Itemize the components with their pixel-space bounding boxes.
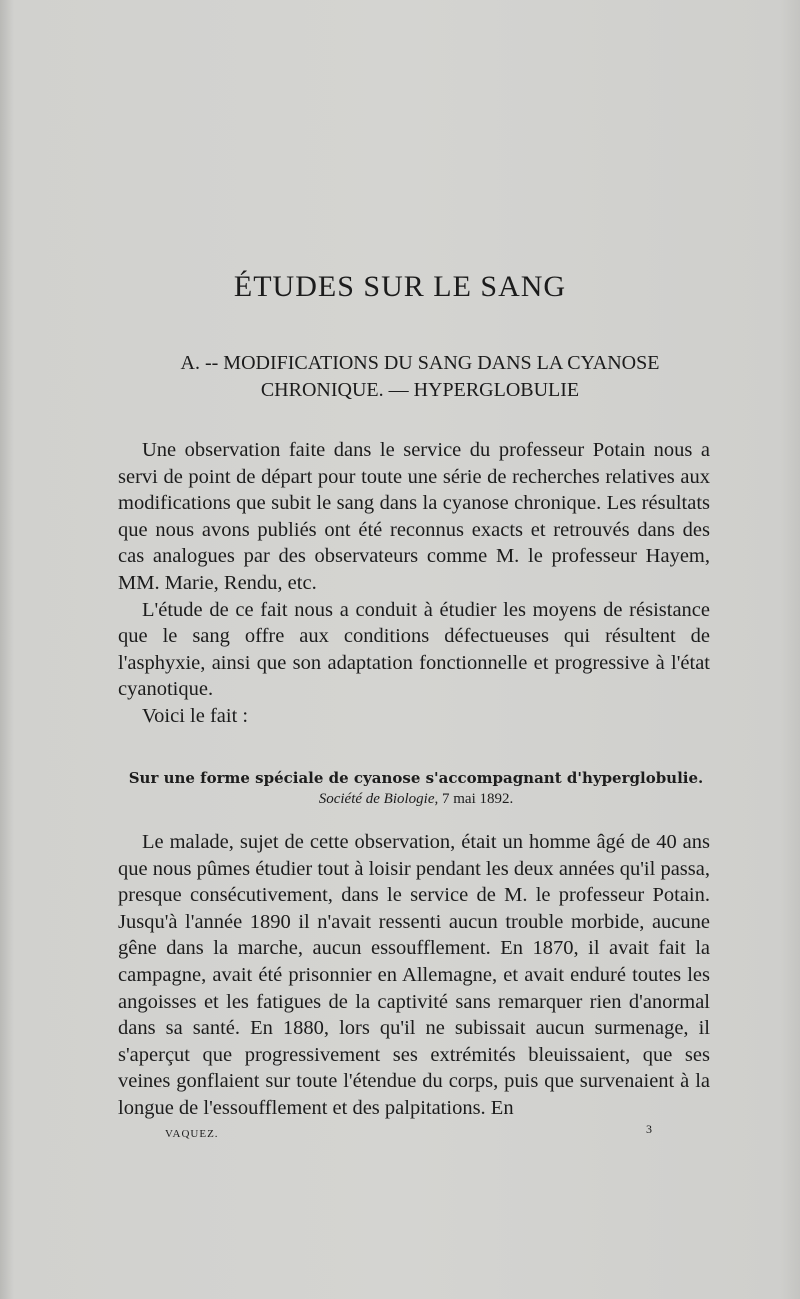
reference-date: 7 mai 1892. bbox=[442, 791, 514, 807]
intro-paragraph-2: L'étude de ce fait nous a conduit à étudier les moyens de résistance que le sang offre aux conditions défectueuses qui résultent de l'asphyxie, ainsi que son adaptation fonctionnelle et progressive à l'état cyanotique. bbox=[118, 598, 710, 701]
footer-signature: 3 bbox=[646, 1122, 652, 1136]
case-paragraph: Le malade, sujet de cette observation, était un homme âgé de 40 ans que nous pûmes étudier tout à loisir pendant les deux années qu'il passa, presque consécutivement, dans le service de M. le professeur Potain. Jusqu'à l'année 1890 il n'avait ressenti aucun trouble morbide, aucune gêne dans la marche, aucun essoufflement. En 1870, il avait fait la campagne, avait été prisonnier en Allemagne, et avait enduré toutes les angoisses et les fatigues de la captivité sans remarquer rien d'anormal dans sa santé. En 1880, lors qu'il ne subissait aucun surmenage, il s'aperçut que progressivement ses extrémités bleuissaient, que ses veines gonflaient sur toute l'étendue du corps, puis que survenaient à la longue de l'essoufflement et des palpitations. En bbox=[118, 831, 710, 1119]
case-text bbox=[118, 829, 710, 1122]
reference-block bbox=[110, 767, 722, 809]
intro-paragraph-1: Une observation faite dans le service du professeur Potain nous a servi de point de départ pour toute une série de recherches relatives aux modifications que subit le sang dans la cyanose chronique. Les résultats que nous avons publiés ont été reconnus exacts et retrouvés dans des cas analogues par des observateurs comme M. le professeur Hayem, MM. Marie, Rendu, etc. bbox=[118, 439, 710, 594]
section-heading-line-1: A. -- MODIFICATIONS DU SANG DANS LA CYANOSE bbox=[180, 352, 660, 374]
section-heading-line-2: CHRONIQUE. — HYPERGLOBULIE bbox=[260, 379, 580, 401]
page-title: ÉTUDES SUR LE SANG bbox=[233, 270, 567, 303]
reference-source bbox=[110, 789, 722, 809]
reference-title: Sur une forme spéciale de cyanose s'accompagnant d'hyperglobulie. bbox=[128, 769, 704, 787]
intro-paragraph-3: Voici le fait : bbox=[142, 704, 249, 727]
footer-author: VAQUEZ. bbox=[165, 1128, 219, 1140]
section-heading bbox=[110, 350, 730, 404]
reference-society: Société de Biologie, bbox=[318, 791, 439, 807]
intro-text bbox=[118, 437, 710, 730]
